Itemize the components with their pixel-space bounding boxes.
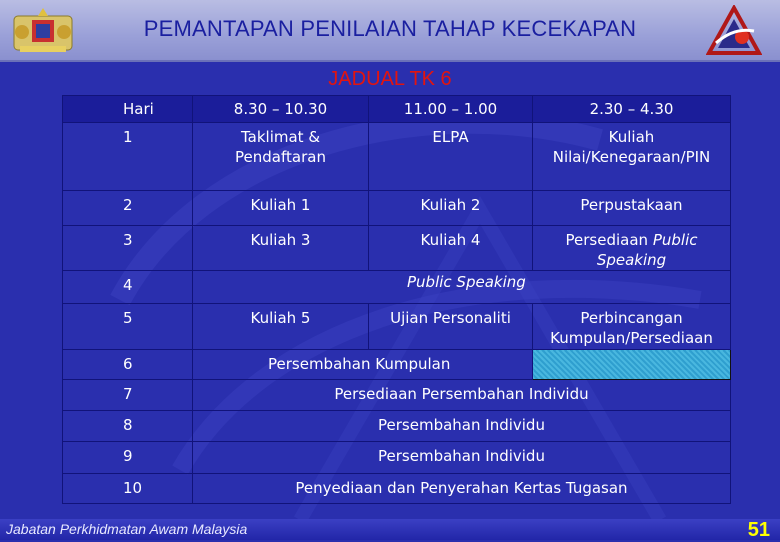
session-cell: Kuliah 4 bbox=[420, 231, 481, 249]
day-cell: 6 bbox=[123, 355, 133, 373]
page-title: PEMANTAPAN PENILAIAN TAHAP KECEKAPAN bbox=[143, 16, 637, 41]
table-row bbox=[63, 191, 731, 226]
session-span-cell: Persediaan Persembahan Individu bbox=[334, 385, 589, 403]
day-cell: 4 bbox=[123, 276, 133, 294]
table-header-row bbox=[63, 96, 731, 123]
jpa-logo-icon bbox=[706, 5, 762, 57]
hatched-empty-cell bbox=[533, 350, 731, 380]
day-cell: 9 bbox=[123, 447, 133, 465]
schedule-table bbox=[62, 95, 731, 504]
table-row bbox=[63, 380, 731, 411]
session-cell: Perbincangan Kumpulan/Persediaan bbox=[550, 309, 713, 347]
day-cell: 8 bbox=[123, 416, 133, 434]
table-row bbox=[63, 123, 731, 191]
table-row bbox=[63, 304, 731, 350]
session-span-cell: Public Speaking bbox=[407, 273, 526, 291]
footer-bar bbox=[0, 519, 780, 540]
session-cell: Persediaan Public Speaking bbox=[565, 231, 698, 269]
table-row bbox=[63, 226, 731, 271]
column-header-slot-2: 11.00 – 1.00 bbox=[369, 96, 533, 123]
session-span-cell: Penyediaan dan Penyerahan Kertas Tugasan bbox=[295, 479, 628, 497]
table-row bbox=[63, 411, 731, 442]
header-bar bbox=[0, 0, 780, 62]
session-cell: Kuliah 2 bbox=[420, 196, 481, 214]
day-cell: 7 bbox=[123, 385, 133, 403]
day-cell: 3 bbox=[123, 231, 133, 249]
session-cell: Kuliah Nilai/Kenegaraan/PIN bbox=[552, 128, 711, 166]
session-span-cell: Persembahan Individu bbox=[378, 416, 545, 434]
session-cell: Kuliah 3 bbox=[250, 231, 311, 249]
session-cell: Kuliah 5 bbox=[250, 309, 311, 327]
session-span-cell: Persembahan Kumpulan bbox=[268, 355, 451, 373]
coat-of-arms-icon bbox=[10, 6, 76, 54]
session-cell: Perpustakaan bbox=[580, 196, 683, 214]
day-cell: 2 bbox=[123, 196, 133, 214]
column-header-slot-3: 2.30 – 4.30 bbox=[533, 96, 731, 123]
column-header-day: Hari bbox=[63, 96, 193, 123]
column-header-slot-1: 8.30 – 10.30 bbox=[193, 96, 369, 123]
table-row bbox=[63, 442, 731, 474]
session-cell: ELPA bbox=[432, 128, 469, 146]
table-title: JADUAL TK 6 bbox=[328, 68, 452, 90]
day-cell: 10 bbox=[123, 479, 143, 497]
organization-name: Jabatan Perkhidmatan Awam Malaysia bbox=[6, 521, 248, 537]
table-row bbox=[63, 474, 731, 504]
day-cell: 1 bbox=[123, 128, 133, 146]
session-cell: Taklimat & Pendaftaran bbox=[235, 128, 326, 166]
page-number: 51 bbox=[747, 519, 770, 541]
session-cell: Ujian Personaliti bbox=[390, 309, 511, 327]
session-span-cell: Persembahan Individu bbox=[378, 447, 545, 465]
session-cell: Kuliah 1 bbox=[250, 196, 311, 214]
day-cell: 5 bbox=[123, 309, 133, 327]
table-row bbox=[63, 271, 731, 304]
table-row bbox=[63, 350, 731, 380]
